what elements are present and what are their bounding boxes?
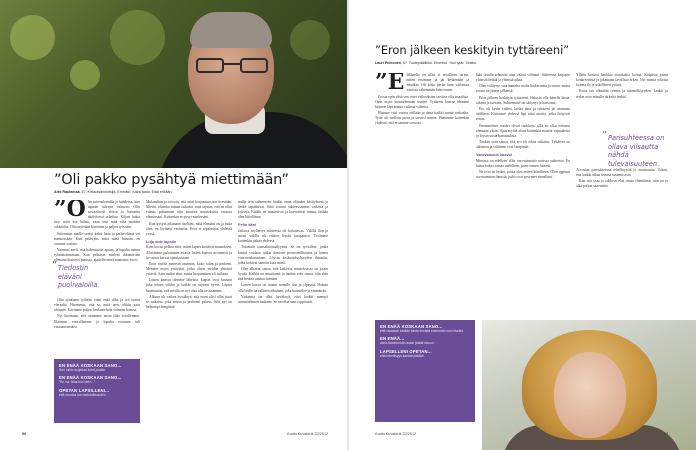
paragraph: Eron myötä menetin asunnon, koko talon ja perheen. Menetin myös ystäviäni, jotka olivat meidän yhteisiä ystäviä. Sain uuden alun, mutta luopuminen oli vaikeaa. xyxy=(146,261,232,277)
paragraph: Kun kysyin aikanaan itseltäni, mitä elämäni on ja kuka olen, en löytänyt vastausta. Eroa ei tapahtunut yhdessä yössä. xyxy=(146,221,232,236)
left-subheading-1: Luja side lapsiin xyxy=(146,238,177,244)
left-pull-quote: ” Tiedostin eläväni puolivaloilla. xyxy=(52,260,100,289)
left-pull-quote-text: Tiedostin eläväni puolivaloilla. xyxy=(58,264,100,289)
info-box-heading: EN ENÄÄ KOSKAAN SANO... xyxy=(380,324,443,329)
paragraph: Koira tuo elämään rytmin ja säännöllisyyden. Lenkit ja retket ovat minulle tärkeitä hetkiä. xyxy=(576,89,668,99)
info-box-heading: OPETAN LAPSILLENI... xyxy=(59,387,110,393)
right-column-1 xyxy=(375,73,469,308)
right-byline xyxy=(375,61,477,65)
right-column-3-tail xyxy=(576,168,668,308)
right-column-3 xyxy=(576,73,668,131)
left-info-box xyxy=(54,359,140,423)
portrait-photo-man xyxy=(0,0,347,168)
paragraph: Yllätin kesken hankkia suurikaksi koiraa. Kaipasin jotain konkreettista ja jakamaan tavallista arkea. Nyt minua odottaa kotona ilo ja uskollinen ystävä. xyxy=(576,73,668,88)
info-box-text: että rehellisyys kantaa pitkälle. xyxy=(380,353,425,358)
right-byline-details: , 67. Tuotepäällikkö. Emmiluf. Yksi tytär. Sinkku. xyxy=(400,61,478,65)
left-footer-magazine: Kodin Kuvalehti 22/2012 xyxy=(287,432,329,436)
left-column-2 xyxy=(146,200,232,426)
page-gutter xyxy=(347,0,349,450)
right-article-title: ”Eron jälkeen keskityin tyttäreeni” xyxy=(375,43,570,57)
left-subheading-2: Pelin ääni xyxy=(238,222,257,228)
paragraph: Alkuun oli vaikea hyväksyä, että eroni olisi ollut juuri se ratkaisu, joka minut ja perheeni pelasti. Silti nyt on helpompi hengittää. xyxy=(146,294,232,310)
paragraph: Mukauduin ja toivoin, että asiat korjaantuisivat itsestään. Mietin, olisinko minun ratkaisu, mitä tajusin, että en ollut valmis puhumaan niin suurista muutoksista omassa elämässäni. Kuitenkin se pysyi mielessäni. xyxy=(146,200,232,220)
left-byline-details: , 47. Kirkkoisännöitsijä. Emmiluf. Kaksi lasta. Elää erillään. xyxy=(79,190,173,194)
info-box-text: että muutos tuo mahdollisuuden. xyxy=(59,392,107,397)
info-box-text: anna tärkeimmän asian jäädä sivuun. xyxy=(380,341,435,346)
right-column-2 xyxy=(476,73,570,317)
paragraph: Jatkuva myllerrys suhteessa oli kuluttavaa. Välillä ilon ja surun välillä oli vaikea löytää tasapainoa. Yritimme kuitenkin jatkaa yhdessä. xyxy=(238,228,328,244)
paragraph: Ero oli hyvin vaikea, koska jätin ja tyttäreni jäi asumaan äidilleen. Kävimme yhdessä läpi niitä asioita, jotka liittyivät eroon. xyxy=(476,107,570,122)
paragraph: Tutustuin transaktioanalyysiin. Se on työväline, jonka kautta voidaan tutkia ihmisen persoonallisuutta ja hänen vuorovaikutustaan. Löysin keskusteluyhteyden ihmisiin, jotka kokivat samoin kuin minä. xyxy=(238,245,328,265)
paragraph: Olin ajautunut työhöni etten enää ollut ja työ tuntui vieraalta. Huomasin, että se, mitä teen, olikin vain ohitusta. Kävimme paljon keskusteluita vaimoni kanssa. xyxy=(54,298,140,313)
info-box-heading: LAPSELLENI OPETAN... xyxy=(380,348,432,354)
left-article-title: ”Oli pakko pysähtyä miettimään” xyxy=(54,172,289,188)
left-column-3 xyxy=(238,200,328,426)
paragraph: Erosta opin eksä sen, ettei vaikeuksien tarvitse olla totaalista. Opin myös kuuntelemaan itseäni. Tyttäreni kanssa olemme käyneet läpi monta vaikeaa vaihetta. xyxy=(375,94,469,109)
paragraph: läkkeelle en sillut ei tavallinen tarina, miten eroimme ja jäi keskenään ja minäkin. Oli koko perhe kuin vaikeissa asioissa vähemmän kuin ennen. xyxy=(406,73,469,93)
info-box-text: ”En voi. Aina kun teen...” xyxy=(59,380,95,385)
info-box-heading: EN ENÄÄ... xyxy=(380,336,405,342)
left-dropcap: ”O xyxy=(54,200,86,222)
right-footer xyxy=(664,432,668,436)
paragraph: Olen alkanut sanoa, että kaikessa muutoksessa on jotain hyvää. Kaikki on muuttunut ja tänään voin sanoa, että elän tätä hetkeä omana itsenäni. xyxy=(238,267,328,282)
paragraph: Lasten kanssa olemme läheisiä. Lapset ovat luonani joka toinen viikko ja kaikki on sujunut hyvin. Lapset huomaavat, että meillä on nyt tilaa olla tosissamme. xyxy=(146,278,232,293)
right-pull-quote-text: Parisuhteessa on ollava viisautta nähdä tulevaisuuteen. xyxy=(608,134,665,168)
right-dropcap: ”E xyxy=(375,73,405,95)
left-footer xyxy=(22,432,26,436)
right-pull-quote: ” Parisuhteessa on ollava viisautta nähdä tulevaisuuteen. xyxy=(602,130,665,168)
glasses-icon xyxy=(196,58,268,74)
paragraph: Eron jälkeen keskityin tyttäreeni. Halusin olla hänelle läsnä, tukena ja turvana. Suhteemme on säilynyt ja kasvanut. xyxy=(476,95,570,105)
right-byline-name: Lauri Peinonen xyxy=(375,61,401,65)
info-box-text: että rakastan ketään toista ihmistä enemmän kuin itseäni. xyxy=(380,329,464,333)
info-box-heading: EN ENÄÄ KOSKAAN SANO... xyxy=(59,375,122,381)
paragraph: Tänään voin sanoa, että ero oli oikea ratkaisu. Tyttäreni on aikuinen ja välimme ovat lämpimät. xyxy=(476,140,570,150)
paragraph: Kun sitä osaa ja rohkeus elää omaa elämäänsä, niin on jo aika paljon saavutettu. xyxy=(576,179,668,189)
paragraph: malla tein suhteeseen kaikki omat elämäni käsitykseni ja tiedot tapahtuvat. Siitä seurasi suhteessamme vaikeita ja kriisejä. Kaikki ne muuttuivat ja kasvattivat minua, tänään olen kiitollinen. xyxy=(238,200,328,220)
paragraph: Vaimoni aneli, että hakeutuisin apuun, ja lopulta menin ryhmätoimintaan. Kun pelkäsin mieleni ikkunoistaa olemaan ikuisesti jumissa, ajattelin minä muutama vuosi. xyxy=(54,248,140,263)
paragraph: Minussa on edelleen ollut varovaisuutta uusissa suhteissa. En halua kokea samaa uudelleen, joten etenen hitaasti. xyxy=(476,158,570,168)
paragraph: Olen välttynyt suurimmalta osalta katkeruutta ja surua, mutta erosta on jäänyt jälkensä. xyxy=(476,84,570,94)
info-box-text: Sen mihin kuljettaa kohti jotakin. xyxy=(59,368,107,372)
paragraph: Nyt huomaan, että osaamme antaa tilaa toisillemme. Eläimme vuorollamme ja lopulta eromme tuli vastaanotetuksi. xyxy=(54,314,140,329)
paragraph: Arvostan parisuhteessa rehellisyyttä ja avoimuutta. Uskon, että kaikki alkaa itsensä tuntemisesta. xyxy=(576,168,668,178)
right-page-number: 97 xyxy=(664,432,669,436)
portrait-photo-woman xyxy=(482,320,696,450)
paragraph: Vaikeinta on ollut hyväksyä, ettei kaikki mennyt suunnitelmien mukaan. Se on ollut suuri oppitunti. xyxy=(238,294,328,304)
paragraph: Sittemmin meille syntyi kaksi lasta ja perhe-elämä vei mennessään. Kun pelästyin, mitä minä halusin, en osannut vastata. xyxy=(54,231,140,246)
left-page-number: 96 xyxy=(22,432,27,436)
paragraph: Elimme viisi vuotta erillään ja tämä kaikki tuntui raskaalta. Tytär oli tuolloin pieni ja tarvitsi minua. Päätimme kuitenkin yhdessä, että eroamme sovussa. xyxy=(375,111,469,126)
right-subheading: Varovaisuus kasvoi xyxy=(476,152,513,158)
paragraph: lään tavalla tehneeni aina väärät valinnat. Suhteessa kaipasin yhteisiä hetkiä ja yhteistä aikaa. xyxy=(476,73,570,83)
paragraph: lin sairauslomalla ja kahdessa, kun tapasin tulevan vaimoni. Olin sosiaalisesti eloisa ja harrastin aktiivisesti urheilua. Kiljasi kaksi tiny, mitä itse halusi, vaan tein mitä siitä muiden odotettiin. Olin myöskin kiireinen ja paljon työssäni. xyxy=(54,200,140,230)
left-byline xyxy=(54,190,172,194)
right-info-box xyxy=(375,320,475,422)
paragraph: Koin kovaa pelkoa siitä, miten lapset kestävät muutoksen. Aloitimme puhumaan asiasta lasten kanssa avoimesti ja he saivat kertoa ajatuksistaan. xyxy=(146,245,232,260)
left-byline-name: Arto Rautamaa xyxy=(54,190,80,194)
paragraph: Ne ovat ne hetket, joista olen eniten kiitollinen. Olen oppinut arvostamaan ihmisiä, jotka ovat pysyneet rinnallani. xyxy=(476,170,570,180)
right-footer-magazine: Kodin Kuvalehti 22/2012 xyxy=(375,432,417,436)
left-column-1-tail xyxy=(54,298,140,338)
paragraph: Lasten kasvu on tuonut minulle iloa ja ylpeyttä. Haluan olla heille turvallinen aikuinen, joka kuuntelee ja ymmärtää. xyxy=(238,283,328,293)
paragraph: Ensimmäiset vuodet olivat rankkoja, sillä en ollut tottunut olemaan yksin. Ajan myötä aloin kuitenkin nauttia vapaudesta ja löysin uusia harrastuksia. xyxy=(476,123,570,138)
info-box-heading: EN ENÄÄ KOSKAAN SANO... xyxy=(59,363,122,368)
